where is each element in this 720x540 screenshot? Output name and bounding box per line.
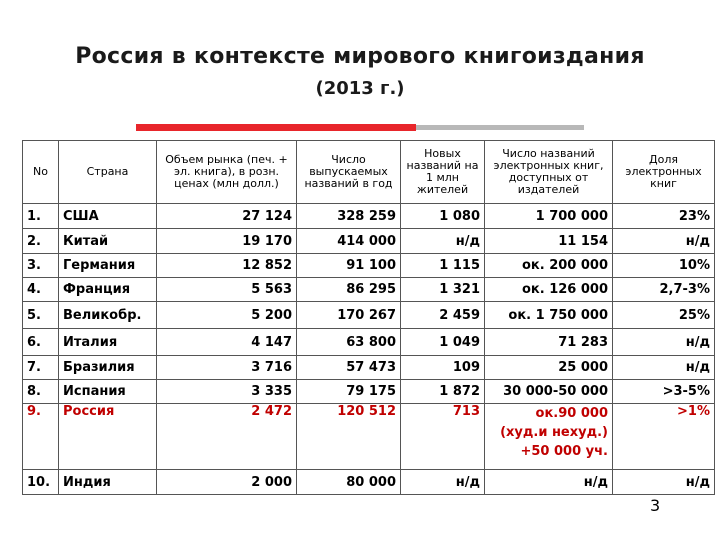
cell-new: 1 115 [401, 254, 485, 278]
decorative-red-bar [136, 124, 416, 131]
cell-new: 1 872 [401, 380, 485, 404]
cell-country: Германия [59, 254, 157, 278]
header-titles: Число выпускаемых названий в год [297, 141, 401, 204]
cell-country: Италия [59, 329, 157, 356]
cell-market: 3 335 [157, 380, 297, 404]
cell-new: 1 321 [401, 278, 485, 302]
cell-market: 2 472 [157, 404, 297, 470]
table-header-row [23, 141, 715, 204]
cell-market: 12 852 [157, 254, 297, 278]
cell-titles: 328 259 [297, 204, 401, 229]
cell-new: 2 459 [401, 302, 485, 329]
cell-market: 2 000 [157, 470, 297, 495]
cell-ebooks-line1: ок.90 000 [535, 406, 608, 421]
cell-share: 25% [613, 302, 715, 329]
cell-ebooks: ок. 1 750 000 [485, 302, 613, 329]
cell-share: 23% [613, 204, 715, 229]
cell-share: н/д [613, 356, 715, 380]
cell-ebooks: н/д [485, 470, 613, 495]
cell-ebooks: 30 000-50 000 [485, 380, 613, 404]
cell-no: 6. [23, 329, 59, 356]
page-number: 3 [650, 496, 661, 515]
book-publishing-table [22, 140, 715, 495]
cell-ebooks-line2: (худ.и нехуд.) [500, 425, 608, 440]
header-ebooks: Число названий электронных книг, доступных от издателей [485, 141, 613, 204]
table-row [23, 329, 715, 356]
cell-no: 4. [23, 278, 59, 302]
cell-ebooks [485, 404, 613, 470]
slide-title: Россия в контексте мирового книгоиздания [75, 44, 645, 69]
table-row [23, 229, 715, 254]
cell-country: Великобр. [59, 302, 157, 329]
cell-new: 713 [401, 404, 485, 470]
decorative-gray-bar [416, 125, 584, 130]
cell-ebooks: 1 700 000 [485, 204, 613, 229]
cell-country: США [59, 204, 157, 229]
cell-ebooks-line3: +50 000 уч. [520, 444, 608, 459]
cell-country: Россия [59, 404, 157, 470]
cell-market: 5 200 [157, 302, 297, 329]
cell-titles: 414 000 [297, 229, 401, 254]
slide-subtitle-year: (2013 г.) [315, 78, 405, 99]
cell-market: 3 716 [157, 356, 297, 380]
cell-ebooks: ок. 200 000 [485, 254, 613, 278]
cell-share: >1% [613, 404, 715, 470]
cell-new: н/д [401, 229, 485, 254]
cell-country: Индия [59, 470, 157, 495]
cell-country: Китай [59, 229, 157, 254]
cell-titles: 79 175 [297, 380, 401, 404]
cell-ebooks: ок. 126 000 [485, 278, 613, 302]
table-row [23, 356, 715, 380]
cell-share: 2,7-3% [613, 278, 715, 302]
cell-new: 1 049 [401, 329, 485, 356]
cell-no: 3. [23, 254, 59, 278]
cell-titles: 63 800 [297, 329, 401, 356]
cell-share: н/д [613, 329, 715, 356]
header-market: Объем рынка (печ. + эл. книга), в розн. ценах (млн долл.) [157, 141, 297, 204]
cell-no: 9. [23, 404, 59, 470]
table-row [23, 278, 715, 302]
cell-titles: 91 100 [297, 254, 401, 278]
header-no: No [23, 141, 59, 204]
table-row [23, 254, 715, 278]
cell-market: 27 124 [157, 204, 297, 229]
cell-ebooks: 25 000 [485, 356, 613, 380]
cell-titles: 86 295 [297, 278, 401, 302]
cell-titles: 80 000 [297, 470, 401, 495]
cell-market: 5 563 [157, 278, 297, 302]
header-ebook-share: Доля электронных книг [613, 141, 715, 204]
cell-titles: 170 267 [297, 302, 401, 329]
cell-country: Испания [59, 380, 157, 404]
cell-no: 5. [23, 302, 59, 329]
cell-no: 1. [23, 204, 59, 229]
cell-ebooks: 71 283 [485, 329, 613, 356]
table-row [23, 302, 715, 329]
header-country: Страна [59, 141, 157, 204]
table-row [23, 470, 715, 495]
cell-country: Бразилия [59, 356, 157, 380]
cell-no: 2. [23, 229, 59, 254]
header-new-titles: Новых названий на 1 млн жителей [401, 141, 485, 204]
table-row [23, 380, 715, 404]
cell-no: 10. [23, 470, 59, 495]
cell-no: 8. [23, 380, 59, 404]
table-row [23, 204, 715, 229]
cell-new: н/д [401, 470, 485, 495]
cell-titles: 57 473 [297, 356, 401, 380]
table-row-russia [23, 404, 715, 470]
cell-market: 4 147 [157, 329, 297, 356]
cell-share: н/д [613, 229, 715, 254]
cell-new: 109 [401, 356, 485, 380]
cell-titles: 120 512 [297, 404, 401, 470]
cell-share: >3-5% [613, 380, 715, 404]
cell-market: 19 170 [157, 229, 297, 254]
cell-country: Франция [59, 278, 157, 302]
cell-new: 1 080 [401, 204, 485, 229]
cell-share: н/д [613, 470, 715, 495]
cell-ebooks: 11 154 [485, 229, 613, 254]
cell-share: 10% [613, 254, 715, 278]
cell-no: 7. [23, 356, 59, 380]
